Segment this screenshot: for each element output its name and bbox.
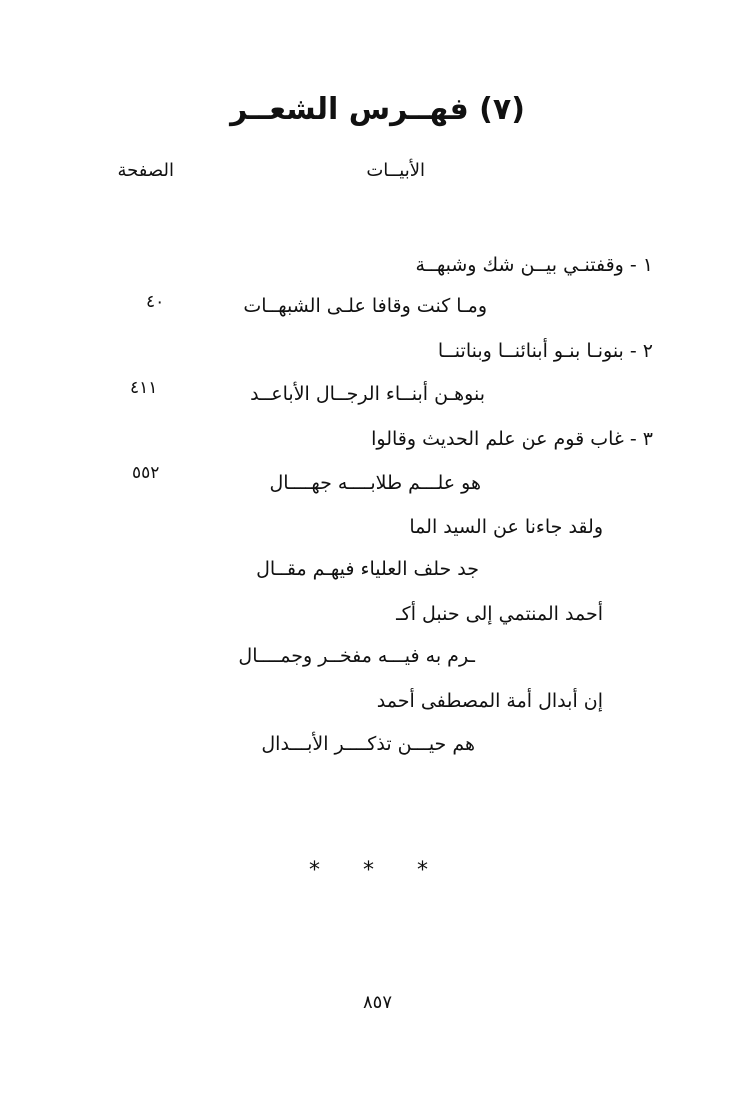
verse-1-first-hemistich: ١ - وقفتنـي بيــن شك وشبهــة bbox=[415, 254, 653, 276]
continuation-3-first-hemistich: إن أبدال أمة المصطفى أحمد bbox=[376, 690, 603, 712]
verse-2-first-hemistich: ٢ - بنونـا بنـو أبنائنــا وبناتنــا bbox=[437, 340, 653, 362]
verse-2-page: ٤١١ bbox=[130, 378, 158, 398]
continuation-1-first-hemistich: ولقد جاءنا عن السيد الما bbox=[409, 516, 603, 538]
continuation-3-second-hemistich: هم حيـــن تذكــــر الأبـــدال bbox=[261, 733, 475, 755]
verse-3-page: ٥٥٢ bbox=[132, 463, 160, 483]
verse-1-page: ٤٠ bbox=[146, 292, 165, 312]
verses-column-header: الأبيــات bbox=[366, 160, 425, 181]
section-end-ornament: * * * bbox=[309, 858, 446, 883]
page-number: ٨٥٧ bbox=[362, 992, 392, 1013]
verse-3-second-hemistich: هو علـــم طلابــــه جهــــال bbox=[269, 472, 481, 494]
continuation-2-second-hemistich: ـرم به فيـــه مفخــر وجمــــال bbox=[238, 645, 475, 667]
verse-1-second-hemistich: ومـا كنت وقافا علـى الشبهــات bbox=[243, 295, 487, 317]
continuation-2-first-hemistich: أحمد المنتمي إلى حنبل أكـ bbox=[396, 603, 603, 625]
verse-2-second-hemistich: بنوهـن أبنــاء الرجــال الأباعــد bbox=[250, 383, 485, 405]
page-title: (٧) فهــرس الشعــر bbox=[230, 92, 525, 127]
verse-3-first-hemistich: ٣ - غاب قوم عن علم الحديث وقالوا bbox=[371, 428, 653, 450]
page-column-header: الصفحة bbox=[117, 160, 174, 181]
continuation-1-second-hemistich: جد حلف العلياء فيهـم مقــال bbox=[256, 558, 479, 580]
